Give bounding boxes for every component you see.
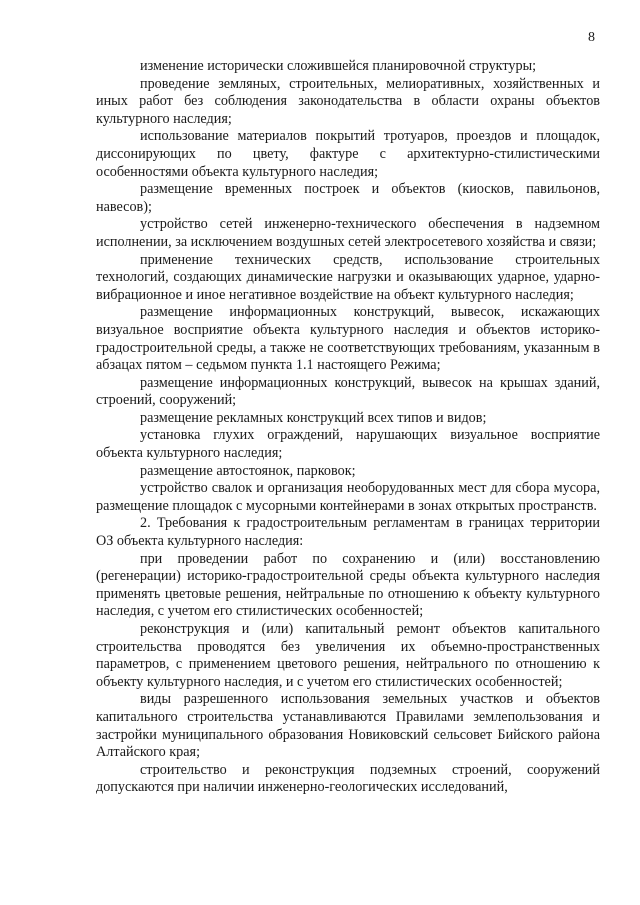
- paragraph-prohibition-advertising: размещение рекламных конструкций всех типов и видов;: [140, 409, 487, 426]
- paragraph-prohibition-dumps: устройство свалок и организация необорудованных мест для сбора мусора, размещение площадок с мусорными контейнерами в зонах открытых пространств.: [96, 480, 600, 514]
- paragraph-requirement-reconstruction: реконструкция и (или) капитальный ремонт объектов капитального строительства проводятся без увеличения их объемно-пространственных параметров, с применением цветового решения, нейтрального по отношению к объекту культурного наследия, и с учетом его стилистических особенностей;: [96, 621, 600, 690]
- paragraph-prohibition-planning-structure: изменение исторически сложившейся планировочной структуры;: [140, 58, 537, 74]
- paragraph-requirement-color-solutions: при проведении работ по сохранению и (или) восстановлению (регенерации) историко-градостроительной среды объекта культурного наследия применять цветовые решения, нейтральные по отношению к объекту культурного наследия, с учетом его стилистических особенностей;: [96, 550, 600, 620]
- paragraph-prohibition-solid-fences: установка глухих ограждений, нарушающих визуальное восприятие объекта культурного наследия;: [96, 427, 600, 462]
- paragraph-prohibition-dynamic-loads: применение технических средств, использование строительных технологий, создающих динамические нагрузки и оказывающих ударное, ударно-вибрационное и иное негативное воздействие на объект культурного наследия;: [96, 251, 600, 303]
- paragraph-prohibition-parking: размещение автостоянок, парковок;: [140, 462, 356, 479]
- paragraph-prohibition-rooftop-signage: размещение информационных конструкций, вывесок на крышах зданий, строений, сооружений;: [96, 374, 600, 409]
- paragraph-requirement-land-use: виды разрешенного использования земельных участков и объектов капитального строительства устанавливаются Правилами землепользования и застройки муниципального образования Новиковский сельсовет Бийского района Алтайского края;: [96, 691, 600, 761]
- paragraph-section-2-heading: 2. Требования к градостроительным регламентам в границах территории ОЗ объекта культурного наследия:: [96, 515, 600, 550]
- paragraph-prohibition-paving-materials: использование материалов покрытий тротуаров, проездов и площадок, диссонирующих по цвету, фактуре с архитектурно-стилистическими особенностями объекта культурного наследия;: [96, 128, 600, 180]
- paragraph-prohibition-distorting-signage: размещение информационных конструкций, вывесок, искажающих визуальное восприятие объекта культурного наследия и объектов историко-градостроительной среды, а также не соответствующих требованиям, указанным в абзацах пятом – седьмом пункта 1.1 настоящего Режима;: [96, 304, 600, 374]
- page-number: 8: [588, 30, 595, 45]
- paragraph-prohibition-aboveground-networks: устройство сетей инженерно-технического обеспечения в надземном исполнении, за исключением воздушных сетей электросетевого хозяйства и связи;: [96, 216, 600, 250]
- paragraph-prohibition-earthworks: проведение земляных, строительных, мелиоративных, хозяйственных и иных работ без соблюдения законодательства в области охраны объектов культурного наследия;: [96, 75, 600, 127]
- paragraph-prohibition-temporary-structures: размещение временных построек и объектов (киосков, павильонов, навесов);: [96, 181, 600, 215]
- document-body: [96, 58, 600, 797]
- paragraph-requirement-underground: строительство и реконструкция подземных строений, сооружений допускаются при наличии инженерно-геологических исследований,: [96, 761, 600, 796]
